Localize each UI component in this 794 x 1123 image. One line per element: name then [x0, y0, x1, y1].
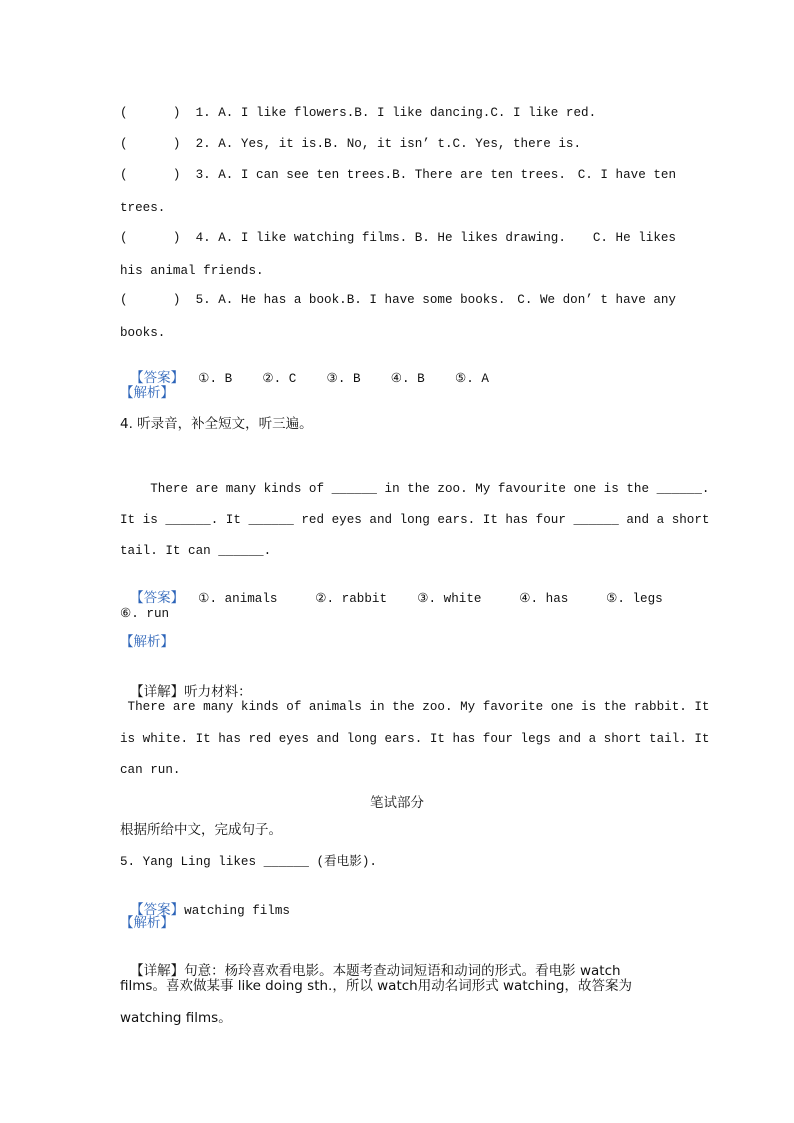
answer-row-part1 — [120, 353, 489, 387]
question-3-continued: trees. — [120, 201, 166, 215]
passage-line-3: tail. It can ______. — [120, 544, 272, 558]
detail-row — [120, 667, 252, 700]
question-5 — [120, 292, 676, 308]
question-5-continued: books. — [120, 326, 166, 340]
material-line-2: is white. It has red eyes and long ears. It has four legs and a short tail. It — [120, 732, 710, 746]
question-3 — [120, 167, 676, 183]
passage-line-1: There are many kinds of ______ in the zoo. My favourite one is the ______. — [120, 482, 710, 496]
answer-row-part2 — [120, 573, 663, 607]
question-4-text: ( ) 4. A. I like watching films. B. He likes drawing. — [120, 231, 566, 245]
question-5-option-c: C. We don’ t have any — [517, 293, 676, 307]
part3-instruction: 根据所给中文，完成句子。 — [120, 822, 282, 838]
detail-text: 听力材料： — [184, 684, 252, 700]
question-3-option-c: C. I have ten — [577, 168, 676, 182]
question-4-option-c: C. He likes — [592, 231, 676, 245]
detail-line-3: watching films。 — [120, 1010, 232, 1026]
detail-line-2: films。喜欢做某事 like doing sth.，所以 watch用动名词形式 watching，故答案为 — [120, 978, 632, 994]
part2-title: 4. 听录音，补全短文，听三遍。 — [120, 416, 313, 432]
material-line-3: can run. — [120, 763, 181, 777]
question-5-text: ( ) 5. A. He has a book.B. I have some books. — [120, 293, 506, 307]
detail-tag: 【详解】 — [130, 684, 185, 700]
detail-row-part3 — [120, 946, 621, 979]
answer-tag: 【答案】 — [130, 370, 185, 386]
analysis-tag: 【解析】 — [120, 634, 174, 650]
question-4 — [120, 230, 676, 246]
question-5-writing: 5. Yang Ling likes ______ (看电影). — [120, 855, 377, 869]
answer-row-part3 — [120, 885, 290, 919]
answer-tag: 【答案】 — [130, 590, 185, 606]
passage-line-2: It is ______. It ______ red eyes and long ears. It has four ______ and a short — [120, 513, 710, 527]
question-4-continued: his animal friends. — [120, 264, 264, 278]
question-2: ( ) 2. A. Yes, it is.B. No, it isn’ t.C. Yes, there is. — [120, 137, 582, 151]
detail-tag: 【详解】 — [130, 963, 185, 979]
question-3-text: ( ) 3. A. I can see ten trees.B. There are ten trees. — [120, 168, 566, 182]
answer-values: ①. animals ②. rabbit ③. white ④. has ⑤. legs — [198, 592, 663, 606]
answer-value: watching films — [184, 904, 290, 918]
section-title: 笔试部分 — [370, 795, 424, 811]
material-line-1: There are many kinds of animals in the zoo. My favorite one is the rabbit. It — [120, 700, 710, 714]
answer-tag: 【答案】 — [130, 902, 185, 918]
answer-values: ①. B ②. C ③. B ④. B ⑤. A — [198, 372, 489, 386]
answer-value-6: ⑥. run — [120, 607, 170, 621]
analysis-tag: 【解析】 — [120, 385, 174, 401]
analysis-tag: 【解析】 — [120, 915, 174, 931]
question-1: ( ) 1. A. I like flowers.B. I like dancing.C. I like red. — [120, 106, 597, 120]
detail-line-1: 句意：杨玲喜欢看电影。本题考查动词短语和动词的形式。看电影 watch — [184, 963, 621, 979]
